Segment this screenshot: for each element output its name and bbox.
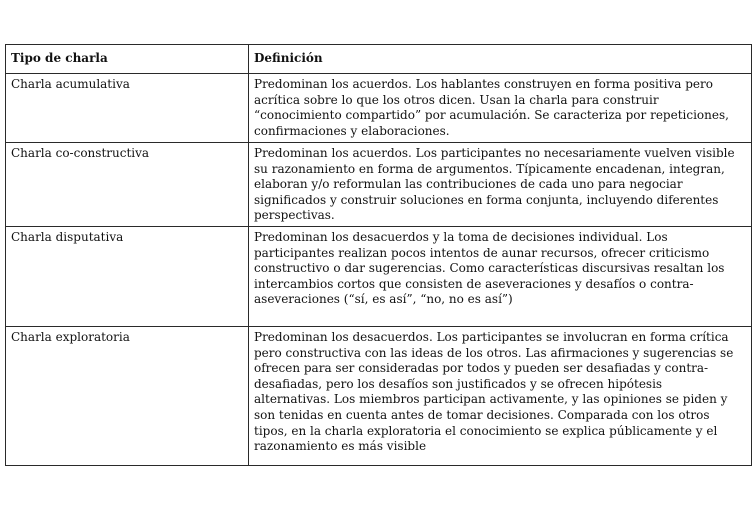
table-row (6, 74, 752, 143)
table-row (6, 327, 752, 466)
table-row (6, 227, 752, 327)
talk-type-cell: Charla disputativa (6, 227, 249, 327)
table-row (6, 143, 752, 227)
definition-cell: Predominan los desacuerdos y la toma de decisiones individual. Los participantes realizan pocos intentos de aunar recursos, ofrecer criticismo constructivo o dar sugerencias. Como características discursivas resaltan los intercambios cortos que consisten de aseveraciones y desafíos o contra-aseveraciones (“sí, es así”, “no, no es así”) (249, 227, 752, 327)
talk-type-cell: Charla acumulativa (6, 74, 249, 143)
definition-cell: Predominan los acuerdos. Los participantes no necesariamente vuelven visible su razonamiento en forma de argumentos. Típicamente encadenan, integran, elaboran y/o reformulan las contribuciones de cada uno para negociar significados y construir soluciones en forma conjunta, incluyendo diferentes perspectivas. (249, 143, 752, 227)
talk-type-cell: Charla co-constructiva (6, 143, 249, 227)
definition-cell: Predominan los desacuerdos. Los participantes se involucran en forma crítica pero constructiva con las ideas de los otros. Las afirmaciones y sugerencias se ofrecen para ser consideradas por todos y pueden ser desafiadas y contra-desafiadas, pero los desafíos son justificados y se ofrecen hipótesis alternativas. Los miembros participan activamente, y las opiniones se piden y son tenidas en cuenta antes de tomar decisiones. Comparada con los otros tipos, en la charla exploratoria el conocimiento se explica públicamente y el razonamiento es más visible (249, 327, 752, 466)
header-tipo-de-charla: Tipo de charla (6, 45, 249, 74)
table-header-row (6, 45, 752, 74)
talk-types-table (5, 44, 752, 466)
definition-cell: Predominan los acuerdos. Los hablantes construyen en forma positiva pero acrítica sobre lo que los otros dicen. Usan la charla para construir “conocimiento compartido” por acumulación. Se caracteriza por repeticiones, confirmaciones y elaboraciones. (249, 74, 752, 143)
header-definicion: Definición (249, 45, 752, 74)
talk-type-cell: Charla exploratoria (6, 327, 249, 466)
